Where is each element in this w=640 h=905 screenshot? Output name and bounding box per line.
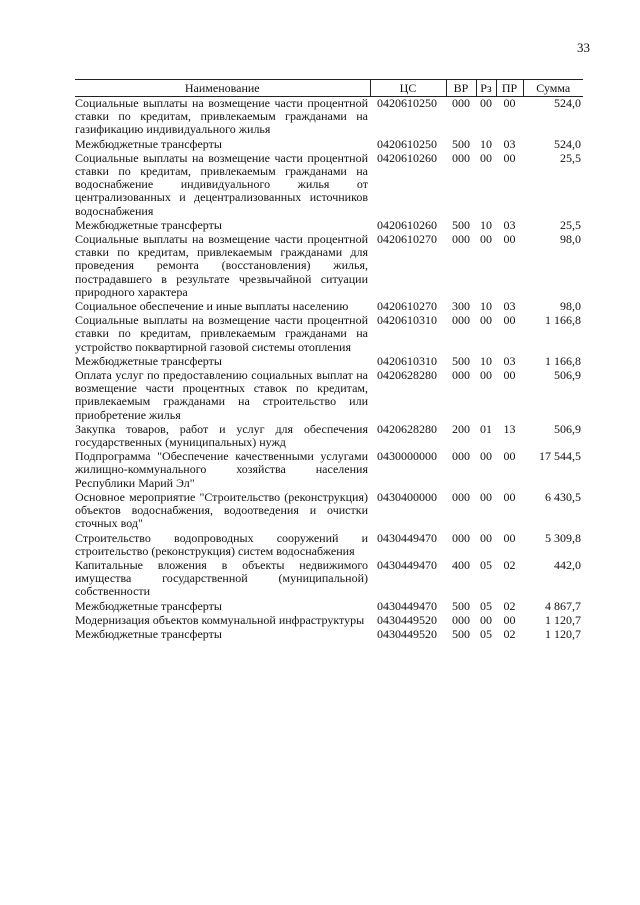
cell-pr: 02 — [503, 557, 516, 572]
table-row — [75, 491, 583, 532]
cell-pr: 00 — [503, 368, 516, 383]
cell-cs: 0420610310 — [377, 353, 437, 368]
cell-rz: 00 — [480, 612, 492, 627]
table-row — [75, 423, 583, 450]
cell-rz: 00 — [480, 368, 492, 383]
cell-cs: 0430449520 — [377, 626, 437, 641]
cell-name: Межбюджетные трансферты — [75, 217, 222, 232]
table-row — [75, 559, 583, 600]
cell-sum: 524,0 — [554, 96, 581, 110]
cell-pr: 02 — [503, 598, 516, 613]
table-row — [75, 355, 583, 369]
cell-rz: 10 — [480, 353, 492, 368]
header-pr: ПР — [496, 80, 523, 97]
cell-vr: 500 — [452, 626, 470, 641]
cell-sum: 5 309,8 — [545, 530, 581, 545]
cell-name: Социальные выплаты на возмещение части процентной ставки по кредитам, привлекаемым гражданами на водоснабжение индивидуального жилья от централизованных и децентрализованных источников водоснабжения — [75, 150, 368, 218]
cell-pr: 03 — [503, 136, 516, 151]
header-rz: Рз — [476, 80, 496, 97]
cell-rz: 01 — [480, 421, 492, 436]
cell-name: Межбюджетные трансферты — [75, 598, 222, 613]
cell-name: Закупка товаров, работ и услуг для обеспечения государственных (муниципальных) нужд — [75, 421, 368, 450]
budget-table — [75, 79, 583, 642]
cell-sum: 1 120,7 — [545, 626, 581, 641]
cell-cs: 0420610260 — [377, 150, 437, 165]
cell-rz: 10 — [480, 299, 492, 314]
table-row — [75, 450, 583, 491]
cell-rz: 05 — [480, 598, 492, 613]
cell-name: Межбюджетные трансферты — [75, 353, 222, 368]
cell-rz: 05 — [480, 557, 492, 572]
cell-cs: 0430449470 — [377, 557, 437, 572]
cell-rz: 10 — [480, 217, 492, 232]
cell-cs: 0430449520 — [377, 612, 437, 627]
cell-name: Модернизация объектов коммунальной инфраструктуры — [75, 612, 365, 627]
cell-pr: 03 — [503, 299, 516, 314]
cell-cs: 0420610250 — [377, 96, 437, 110]
cell-rz: 00 — [480, 489, 492, 504]
cell-cs: 0420628280 — [377, 421, 437, 436]
cell-pr: 00 — [503, 313, 516, 328]
cell-rz: 00 — [480, 150, 492, 165]
cell-name: Социальные выплаты на возмещение части процентной ставки по кредитам, привлекаемым гражданами для проведения ремонта (восстановления) жилья, пострадавшего в результате чрезвычайной ситуации природного характера — [75, 232, 368, 299]
cell-sum: 25,5 — [560, 217, 581, 232]
cell-sum: 1 120,7 — [545, 612, 581, 627]
table-row — [75, 233, 583, 300]
header-cs: ЦС — [370, 80, 446, 97]
cell-vr: 400 — [452, 557, 470, 572]
cell-vr: 000 — [452, 368, 470, 383]
cell-vr: 000 — [452, 530, 470, 545]
cell-vr: 300 — [452, 299, 470, 314]
cell-sum: 4 867,7 — [545, 598, 581, 613]
header-name: Наименование — [75, 80, 370, 97]
cell-pr: 00 — [503, 150, 516, 165]
cell-vr: 500 — [452, 136, 470, 151]
cell-name: Подпрограмма "Обеспечение качественными услугами жилищно-коммунального хозяйства населения Республики Марий Эл" — [75, 449, 368, 490]
cell-pr: 03 — [503, 217, 516, 232]
cell-sum: 442,0 — [554, 557, 581, 572]
cell-vr: 500 — [452, 353, 470, 368]
cell-rz: 00 — [480, 313, 492, 328]
cell-sum: 6 430,5 — [545, 489, 581, 504]
cell-name: Капитальные вложения в объекты недвижимого имущества государственной (муниципальной) собственности — [75, 557, 368, 599]
table-row — [75, 600, 583, 614]
cell-pr: 00 — [503, 96, 516, 110]
cell-vr: 500 — [452, 217, 470, 232]
header-vr: ВР — [446, 80, 476, 97]
cell-vr: 000 — [452, 150, 470, 165]
cell-sum: 506,9 — [554, 368, 581, 383]
cell-pr: 00 — [503, 489, 516, 504]
table-row — [75, 138, 583, 152]
cell-rz: 10 — [480, 136, 492, 151]
cell-vr: 000 — [452, 313, 470, 328]
table-header-row — [75, 80, 583, 97]
cell-cs: 0420610260 — [377, 217, 437, 232]
cell-cs: 0420610270 — [377, 232, 437, 247]
cell-name: Социальные выплаты на возмещение части процентной ставки по кредитам, привлекаемым гражданами на газификацию индивидуального жилья — [75, 96, 368, 137]
cell-vr: 000 — [452, 612, 470, 627]
cell-vr: 500 — [452, 598, 470, 613]
cell-cs: 0420628280 — [377, 368, 437, 383]
cell-pr: 03 — [503, 353, 516, 368]
cell-name: Межбюджетные трансферты — [75, 626, 222, 641]
table-row — [75, 300, 583, 314]
table-row — [75, 219, 583, 233]
cell-sum: 506,9 — [554, 421, 581, 436]
cell-cs: 0430449470 — [377, 598, 437, 613]
table-row — [75, 532, 583, 559]
cell-vr: 000 — [452, 489, 470, 504]
cell-pr: 00 — [503, 449, 516, 464]
table-row — [75, 628, 583, 642]
cell-cs: 0420610270 — [377, 299, 437, 314]
cell-name: Строительство водопроводных сооружений и строительство (реконструкция) систем водоснабжения — [75, 530, 368, 558]
cell-pr: 13 — [503, 421, 516, 436]
cell-name: Межбюджетные трансферты — [75, 136, 222, 151]
cell-rz: 05 — [480, 626, 492, 641]
table-row — [75, 369, 583, 423]
table-body — [75, 97, 583, 643]
cell-vr: 000 — [452, 449, 470, 464]
page-number: 33 — [577, 40, 590, 55]
header-sum: Сумма — [523, 80, 583, 97]
cell-vr: 000 — [452, 96, 470, 110]
cell-cs: 0420610250 — [377, 136, 437, 151]
cell-pr: 00 — [503, 232, 516, 247]
cell-sum: 98,0 — [560, 299, 581, 314]
cell-name: Оплата услуг по предоставлению социальных выплат на возмещение части процентных ставок по кредитам, привлекаемым гражданами на строительство или приобретение жилья — [75, 368, 368, 422]
cell-name: Социальное обеспечение и иные выплаты населению — [75, 299, 349, 314]
cell-sum: 17 544,5 — [539, 449, 581, 464]
cell-pr: 00 — [503, 530, 516, 545]
cell-rz: 00 — [480, 530, 492, 545]
cell-rz: 00 — [480, 449, 492, 464]
cell-rz: 00 — [480, 232, 492, 247]
cell-cs: 0430449470 — [377, 530, 437, 545]
table-row — [75, 152, 583, 219]
cell-vr: 200 — [452, 421, 470, 436]
cell-sum: 1 166,8 — [545, 353, 581, 368]
cell-rz: 00 — [480, 96, 492, 110]
cell-sum: 1 166,8 — [545, 313, 581, 328]
cell-name: Основное мероприятие "Строительство (реконструкция) объектов водоснабжения, водоотведения и очистки сточных вод" — [75, 489, 368, 531]
cell-sum: 98,0 — [560, 232, 581, 247]
cell-pr: 02 — [503, 626, 516, 641]
cell-pr: 00 — [503, 612, 516, 627]
cell-cs: 0430000000 — [377, 449, 437, 464]
table-row — [75, 614, 583, 628]
cell-name: Социальные выплаты на возмещение части процентной ставки по кредитам, привлекаемым гражданами на устройство поквартирной газовой системы отопления — [75, 313, 368, 354]
cell-sum: 25,5 — [560, 150, 581, 165]
table-row — [75, 97, 583, 138]
cell-cs: 0430400000 — [377, 489, 437, 504]
cell-cs: 0420610310 — [377, 313, 437, 328]
cell-vr: 000 — [452, 232, 470, 247]
table-row — [75, 314, 583, 355]
cell-sum: 524,0 — [554, 136, 581, 151]
